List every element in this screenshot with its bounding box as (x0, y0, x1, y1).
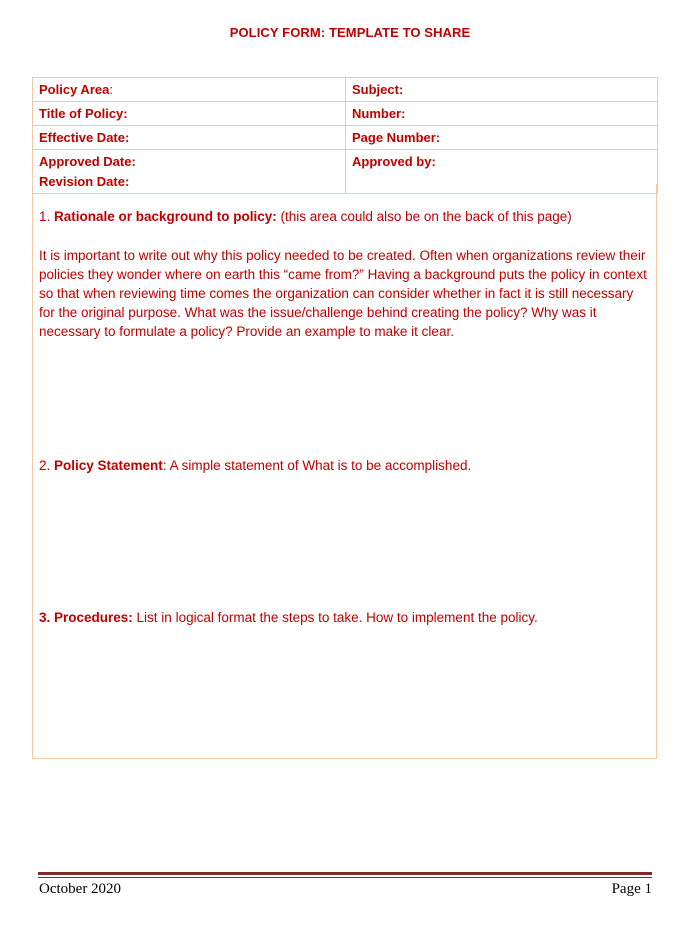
policy-body-box (32, 184, 657, 759)
approved-by-label: Approved by: (352, 154, 436, 169)
statement-number: 2. (39, 458, 55, 473)
page-title: POLICY FORM: TEMPLATE TO SHARE (229, 25, 471, 40)
rationale-title: Rationale or background to policy: (54, 209, 277, 224)
rationale-heading (39, 207, 651, 226)
policy-info-table (32, 77, 658, 194)
rationale-body: It is important to write out why this policy needed to be created. Often when organizations review their policies they wonder where on earth this “came from?” Having a background puts the policy in context so that when reviewing time comes the organization can consider whether in fact it is still necessary for the original purpose. What was the issue/challenge behind creating the policy? Why was it necessary to formulate a policy? Provide an example to make it clear. (39, 248, 647, 339)
subject-label: Subject: (352, 82, 404, 97)
number-label: Number: (352, 106, 406, 121)
procedures (39, 608, 651, 627)
statement-title: Policy Statement (54, 458, 163, 473)
policy-area-label: Policy Area (39, 82, 110, 97)
title-label: Title of Policy: (39, 106, 128, 121)
policy-area-colon: : (109, 82, 113, 97)
effective-date-cell (33, 126, 346, 150)
approved-date-label: Approved Date: (39, 154, 136, 169)
footer-date: October 2020 (39, 881, 122, 897)
statement-text: : A simple statement of What is to be accomplished. (162, 458, 472, 473)
page-number-cell (346, 126, 658, 150)
page-number-label: Page Number: (352, 130, 441, 145)
effective-date-label: Effective Date: (39, 130, 130, 145)
footer-divider (38, 872, 652, 875)
procedures-title: 3. Procedures: (39, 610, 133, 625)
revision-date-label: Revision Date: (39, 174, 130, 189)
footer-page-number: Page 1 (611, 881, 652, 897)
table-row (33, 78, 658, 102)
footer-divider-thin (38, 877, 652, 878)
rationale-number: 1. (39, 209, 55, 224)
rationale-note: (this area could also be on the back of this page) (276, 209, 572, 224)
number-cell (346, 102, 658, 126)
policy-statement (39, 456, 651, 475)
title-cell (33, 102, 346, 126)
table-row (33, 126, 658, 150)
subject-cell (346, 78, 658, 102)
table-row (33, 102, 658, 126)
policy-area-cell (33, 78, 346, 102)
procedures-text: List in logical format the steps to take. How to implement the policy. (132, 610, 538, 625)
